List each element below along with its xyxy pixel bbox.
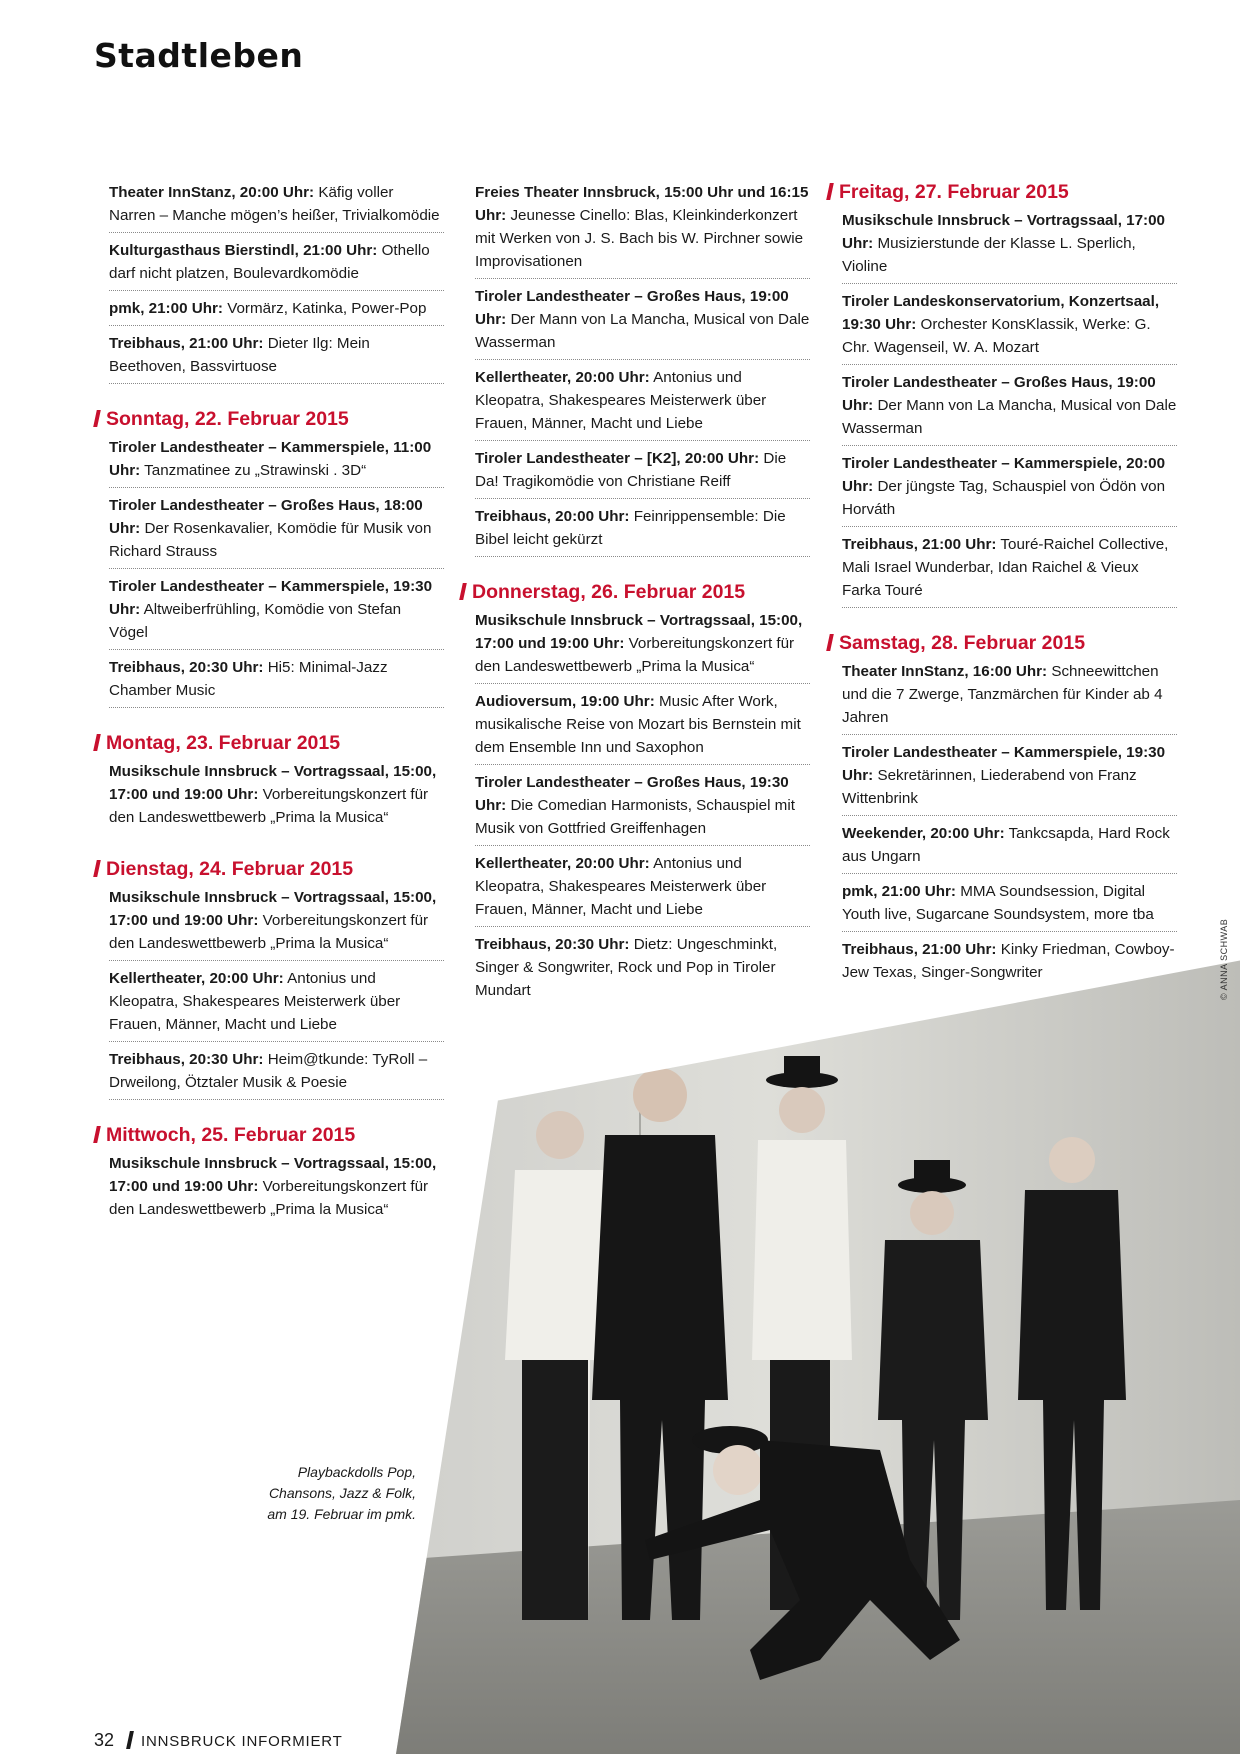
event-description: Vorbereitungskonzert für den Landeswettbewerb „Prima la Musica“: [475, 635, 795, 675]
event-description: Sekretärinnen, Liederabend von Franz Wittenbrink: [842, 767, 1137, 807]
event-description: MMA Soundsession, Digital Youth live, Sugarcane Soundsystem, more tba: [842, 883, 1154, 923]
event-description: Der jüngste Tag, Schauspiel von Ödön von Horváth: [842, 478, 1166, 518]
event-description: Jeunesse Cinello: Blas, Kleinkinderkonzert mit Werken von J. S. Bach bis W. Pirchner sowie Improvisationen: [475, 207, 804, 270]
event-venue-time: Tiroler Landestheater – Großes Haus, 19:00 Uhr:: [475, 288, 789, 328]
event-venue-time: Tiroler Landestheater – Kammerspiele, 19:30 Uhr:: [842, 744, 1166, 784]
event-description: Orchester KonsKlassik, Werke: G. Chr. Wagenseil, W. A. Mozart: [842, 316, 1151, 356]
event-venue-time: Tiroler Landestheater – Großes Haus, 19:30 Uhr:: [475, 774, 789, 814]
page-footer: [94, 1730, 343, 1751]
event-venue-time: Theater InnStanz, 20:00 Uhr:: [109, 184, 315, 201]
event-description: Othello darf nicht platzen, Boulevardkomödie: [109, 242, 430, 282]
event-venue-time: Treibhaus, 20:00 Uhr:: [475, 508, 630, 525]
day-heading-text: Samstag, 28. Februar 2015: [839, 632, 1086, 654]
event-description: Tankcsapda, Hard Rock aus Ungarn: [842, 825, 1170, 865]
event-venue-time: Weekender, 20:00 Uhr:: [842, 825, 1005, 842]
event-description: Music After Work, musikalische Reise von Mozart bis Bernstein mit dem Ensemble Inn und Saxophon: [475, 693, 801, 756]
caption-line: Playbackdolls Pop,: [297, 1464, 416, 1480]
event-venue-time: Treibhaus, 21:00 Uhr:: [842, 536, 997, 553]
event-venue-time: Tiroler Landestheater – Kammerspiele, 20:00 Uhr:: [842, 455, 1166, 495]
event-description: Kinky Friedman, Cowboy-Jew Texas, Singer-Songwriter: [842, 941, 1175, 981]
event-venue-time: Freies Theater Innsbruck, 15:00 Uhr und 16:15 Uhr:: [475, 184, 809, 224]
event-venue-time: pmk, 21:00 Uhr:: [842, 883, 956, 900]
event-venue-time: Audioversum, 19:00 Uhr:: [475, 693, 655, 710]
event-venue-time: Theater InnStanz, 16:00 Uhr:: [842, 663, 1048, 680]
day-heading-text: Donnerstag, 26. Februar 2015: [472, 581, 746, 603]
event-venue-time: Tiroler Landestheater – Großes Haus, 18:00 Uhr:: [109, 497, 423, 537]
caption-line: Chansons, Jazz & Folk,: [268, 1485, 416, 1501]
day-heading-text: Montag, 23. Februar 2015: [106, 732, 341, 754]
event-description: Vorbereitungskonzert für den Landeswettbewerb „Prima la Musica“: [109, 912, 429, 952]
event-venue-time: Kulturgasthaus Bierstindl, 21:00 Uhr:: [109, 242, 378, 259]
event-venue-time: Tiroler Landestheater – Kammerspiele, 19:30 Uhr:: [109, 578, 433, 618]
day-heading-text: Mittwoch, 25. Februar 2015: [106, 1124, 356, 1146]
event-description: Heim@tkunde: TyRoll – Drweilong, Ötztaler Musik & Poesie: [109, 1051, 428, 1091]
event-description: Schneewittchen und die 7 Zwerge, Tanzmärchen für Kinder ab 4 Jahren: [842, 663, 1163, 726]
event-description: Antonius und Kleopatra, Shakespeares Meisterwerk über Frauen, Männer, Macht und Liebe: [475, 369, 767, 432]
event-description: Touré-Raichel Collective, Mali Israel Wunderbar, Idan Raichel & Vieux Farka Touré: [842, 536, 1169, 599]
event-description: Vorbereitungskonzert für den Landeswettbewerb „Prima la Musica“: [109, 786, 429, 826]
event-venue-time: Kellertheater, 20:00 Uhr:: [475, 369, 650, 386]
page-number: 32: [94, 1730, 115, 1750]
event-description: Antonius und Kleopatra, Shakespeares Meisterwerk über Frauen, Männer, Macht und Liebe: [475, 855, 767, 918]
event-description: Vorbereitungskonzert für den Landeswettbewerb „Prima la Musica“: [109, 1178, 429, 1218]
event-description: Antonius und Kleopatra, Shakespeares Meisterwerk über Frauen, Männer, Macht und Liebe: [109, 970, 401, 1033]
photo-caption: [230, 1462, 416, 1525]
event-venue-time: Treibhaus, 20:30 Uhr:: [109, 1051, 264, 1068]
event-venue-time: Musikschule Innsbruck – Vortragssaal, 17:00 Uhr:: [842, 212, 1166, 252]
event-venue-time: pmk, 21:00 Uhr:: [109, 300, 223, 317]
event-venue-time: Musikschule Innsbruck – Vortragssaal, 15:00, 17:00 und 19:00 Uhr:: [475, 612, 803, 652]
day-heading-text: Sonntag, 22. Februar 2015: [106, 408, 349, 430]
event-venue-time: Tiroler Landestheater – Kammerspiele, 11:00 Uhr:: [109, 439, 432, 479]
event-description: Dieter Ilg: Mein Beethoven, Bassvirtuose: [109, 335, 370, 375]
event-description: Der Mann von La Mancha, Musical von Dale Wasserman: [475, 311, 810, 351]
event-venue-time: Musikschule Innsbruck – Vortragssaal, 15:00, 17:00 und 19:00 Uhr:: [109, 889, 437, 929]
event-venue-time: Treibhaus, 21:00 Uhr:: [109, 335, 264, 352]
event-venue-time: Tiroler Landestheater – [K2], 20:00 Uhr:: [475, 450, 760, 467]
event-venue-time: Treibhaus, 20:30 Uhr:: [109, 659, 264, 676]
photo-credit: © ANNA SCHWAB: [1219, 918, 1229, 1000]
slash-marker-icon: [126, 1731, 134, 1749]
day-heading-text: Freitag, 27. Februar 2015: [839, 181, 1069, 203]
event-description: Die Da! Tragikomödie von Christiane Reiff: [475, 450, 787, 490]
event-venue-time: Kellertheater, 20:00 Uhr:: [109, 970, 284, 987]
event-description: Feinrippensemble: Die Bibel leicht gekürzt: [475, 508, 786, 548]
event-description: Der Mann von La Mancha, Musical von Dale Wasserman: [842, 397, 1177, 437]
event-venue-time: Treibhaus, 20:30 Uhr:: [475, 936, 630, 953]
event-venue-time: Musikschule Innsbruck – Vortragssaal, 15:00, 17:00 und 19:00 Uhr:: [109, 1155, 437, 1195]
publication-name: INNSBRUCK INFORMIERT: [141, 1733, 343, 1750]
event-venue-time: Musikschule Innsbruck – Vortragssaal, 15:00, 17:00 und 19:00 Uhr:: [109, 763, 437, 803]
day-heading-text: Dienstag, 24. Februar 2015: [106, 858, 354, 880]
event-description: Käfig voller Narren – Manche mögen’s heißer, Trivialkomödie: [109, 184, 440, 224]
event-venue-time: Tiroler Landeskonservatorium, Konzertsaal, 19:30 Uhr:: [842, 293, 1160, 333]
event-description: Der Rosenkavalier, Komödie für Musik von Richard Strauss: [109, 520, 432, 560]
event-venue-time: Tiroler Landestheater – Großes Haus, 19:00 Uhr:: [842, 374, 1156, 414]
event-description: Dietz: Ungeschminkt, Singer & Songwriter, Rock und Pop in Tiroler Mundart: [475, 936, 778, 999]
page-section-title: Stadtleben: [94, 36, 304, 75]
event-description: Die Comedian Harmonists, Schauspiel mit Musik von Gottfried Greiffenhagen: [475, 797, 795, 837]
caption-line: am 19. Februar im pmk.: [267, 1506, 416, 1522]
event-venue-time: Kellertheater, 20:00 Uhr:: [475, 855, 650, 872]
event-description: Altweiberfrühling, Komödie von Stefan Vögel: [109, 601, 402, 641]
event-description: Musizierstunde der Klasse L. Sperlich, Violine: [842, 235, 1136, 275]
event-description: Tanzmatinee zu „Strawinski . 3D“: [144, 462, 367, 479]
event-venue-time: Treibhaus, 21:00 Uhr:: [842, 941, 997, 958]
event-description: Hi5: Minimal-Jazz Chamber Music: [109, 659, 388, 699]
event-description: Vormärz, Katinka, Power-Pop: [227, 300, 427, 317]
